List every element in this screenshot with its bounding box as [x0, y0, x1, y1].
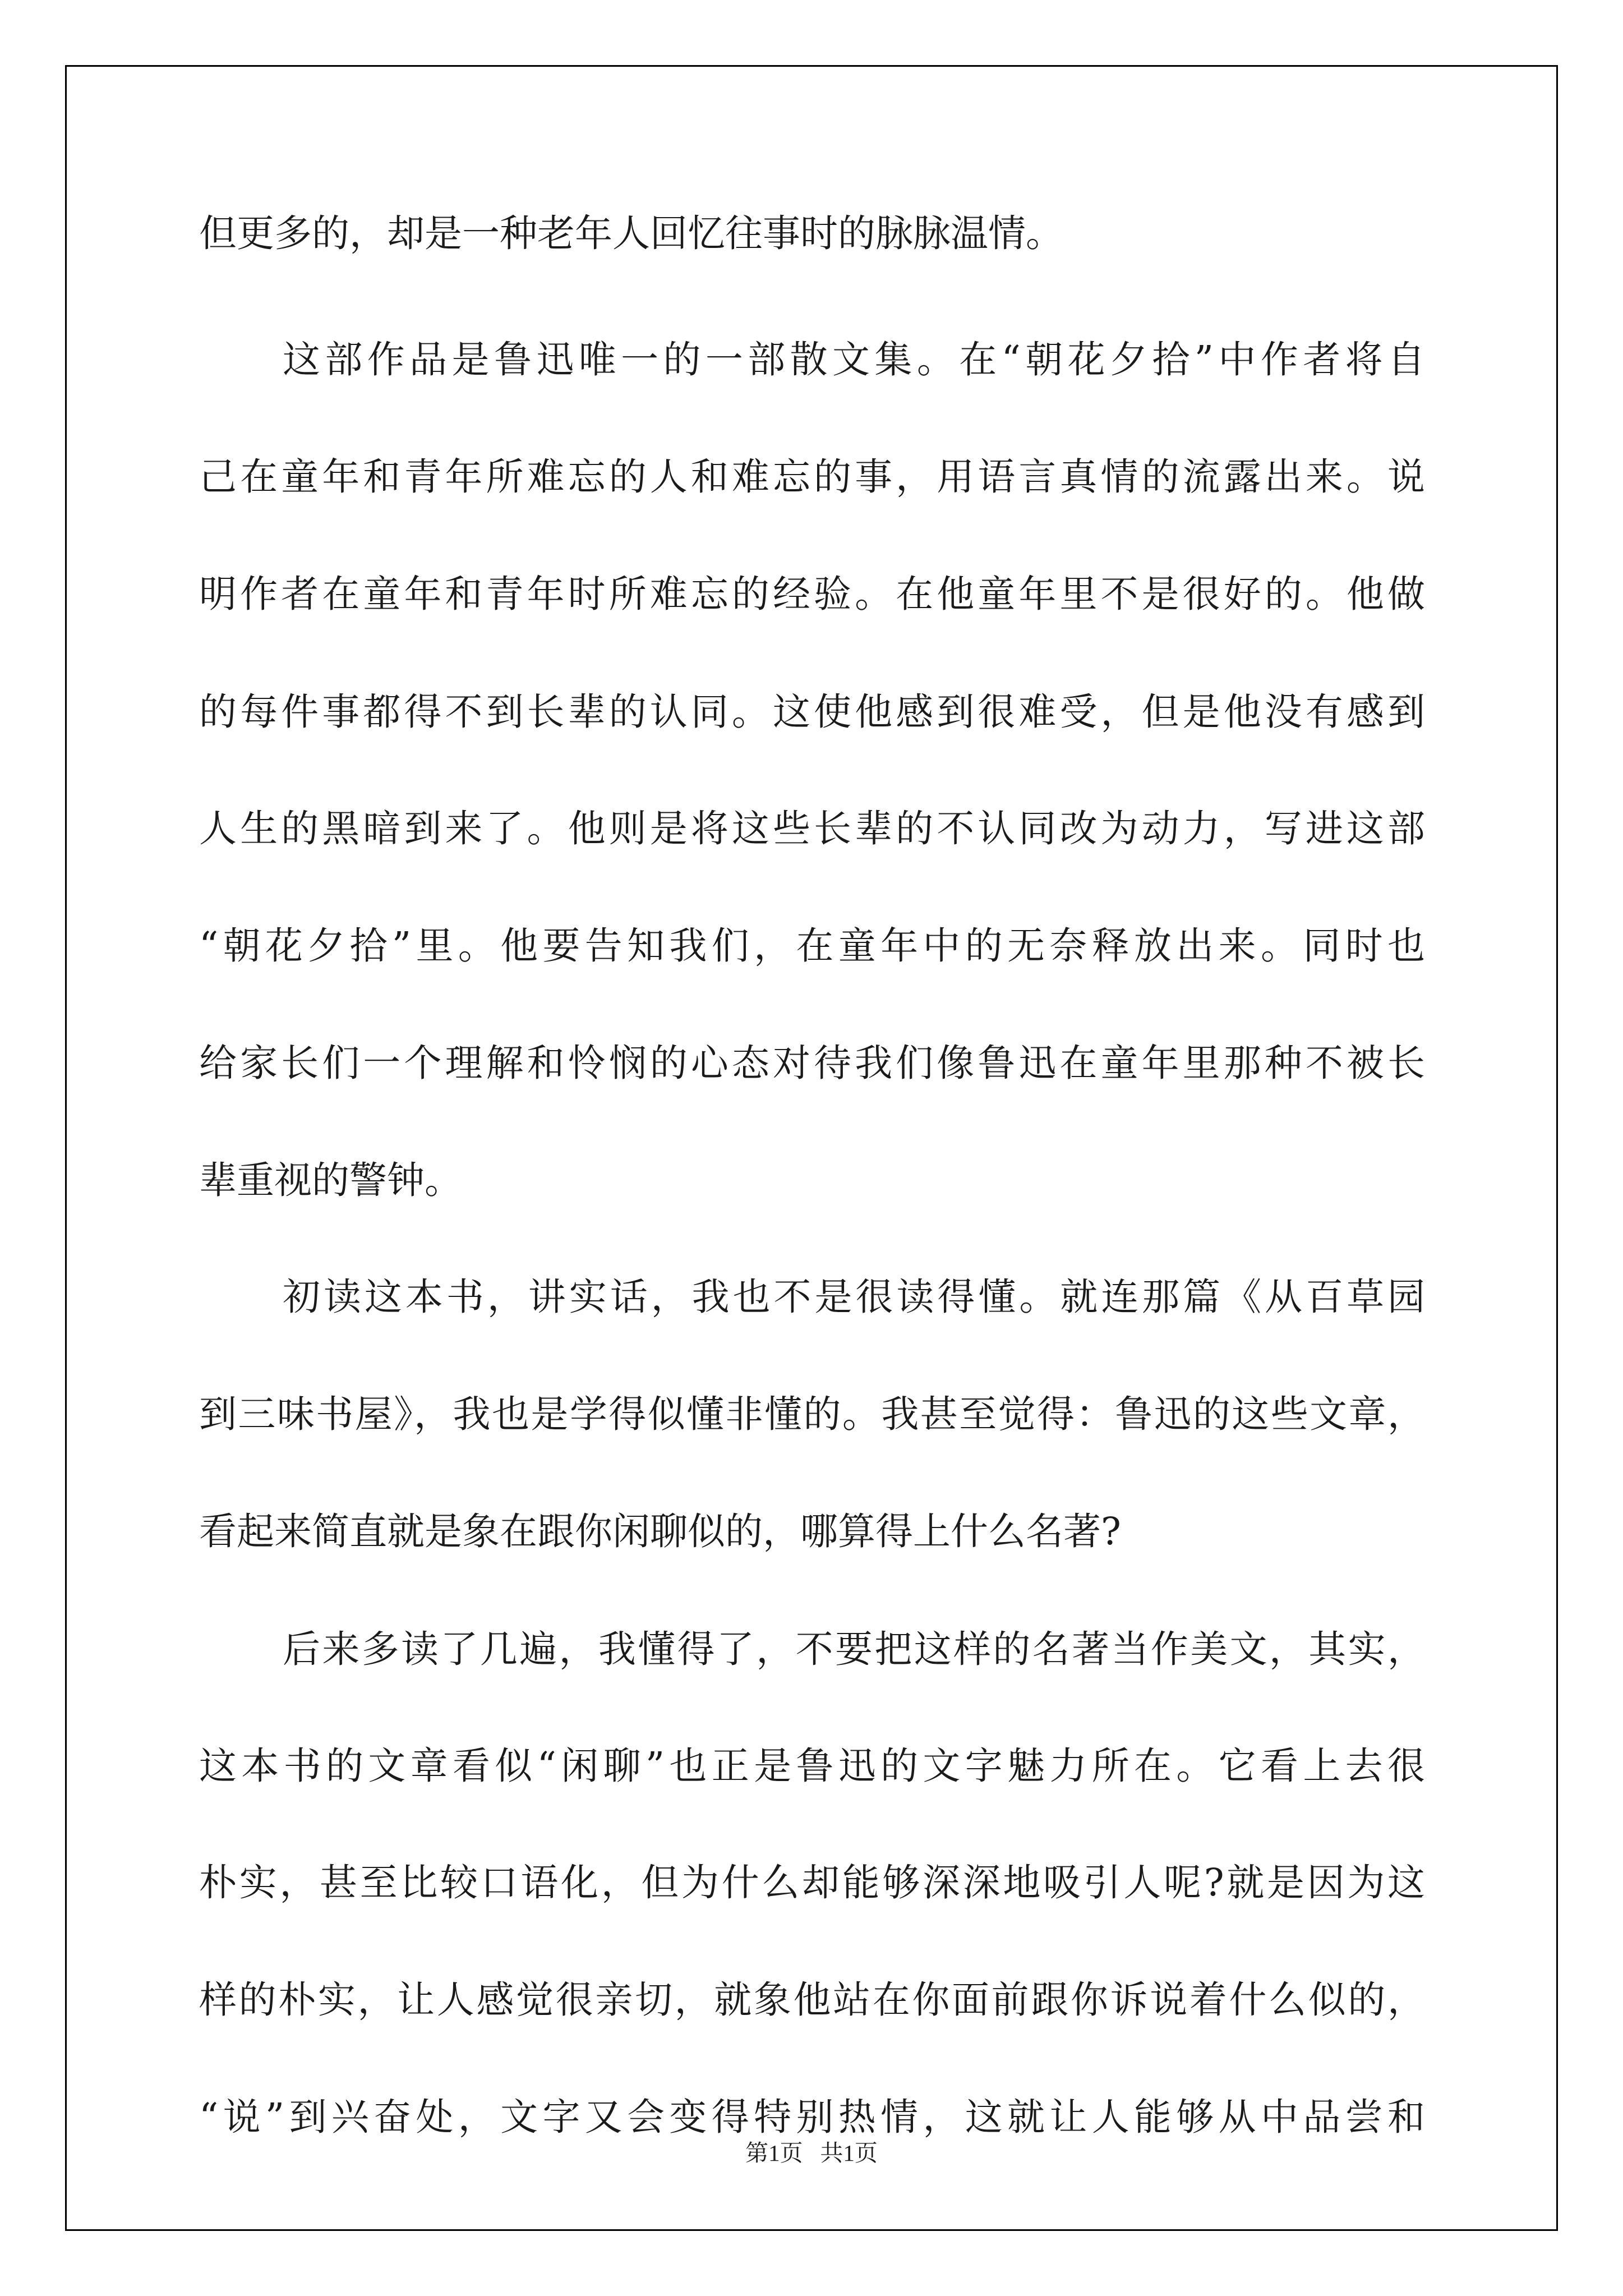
- paragraph-2-line-6: “朝花夕拾”里。他要告知我们，在童年中的无奈释放出来。同时也: [199, 924, 1425, 968]
- paragraph-4-line-2: 这本书的文章看似“闲聊”也正是鲁迅的文字魅力所在。它看上去很: [199, 1744, 1425, 1788]
- paragraph-2-line-1: 这部作品是鲁迅唯一的一部散文集。在“朝花夕拾”中作者将自: [283, 338, 1425, 381]
- paragraph-4-line-1: 后来多读了几遍，我懂得了，不要把这样的名著当作美文，其实，: [283, 1627, 1425, 1671]
- paragraph-3-line-1: 初读这本书，讲实话，我也不是很读得懂。就连那篇《从百草园: [283, 1275, 1425, 1319]
- paragraph-4-line-3: 朴实，甚至比较口语化，但为什么却能够深深地吸引人呢?就是因为这: [199, 1861, 1425, 1904]
- paragraph-4-line-4: 样的朴实，让人感觉很亲切，就象他站在你面前跟你诉说着什么似的，: [199, 1978, 1425, 2022]
- paragraph-2-line-7: 给家长们一个理解和怜悯的心态对待我们像鲁迅在童年里那种不被长: [199, 1041, 1425, 1085]
- paragraph-2-line-8: 辈重视的警钟。: [199, 1158, 462, 1202]
- page-number-footer: 第1页 共1页: [745, 2140, 878, 2166]
- paragraph-3-line-3: 看起来简直就是象在跟你闲聊似的，哪算得上什么名著?: [199, 1510, 1121, 1553]
- paragraph-2-line-4: 的每件事都得不到长辈的认同。这使他感到很难受，但是他没有感到: [199, 690, 1425, 734]
- paragraph-2-line-3: 明作者在童年和青年时所难忘的经验。在他童年里不是很好的。他做: [199, 572, 1425, 616]
- paragraph-3-line-2: 到三味书屋》，我也是学得似懂非懂的。我甚至觉得：鲁迅的这些文章，: [199, 1392, 1425, 1436]
- text-line-1: 但更多的，却是一种老年人回忆往事时的脉脉温情。: [199, 211, 1063, 255]
- paragraph-2-line-5: 人生的黑暗到来了。他则是将这些长辈的不认同改为动力，写进这部: [199, 807, 1425, 850]
- paragraph-4-line-5: “说”到兴奋处，文字又会变得特别热情，这就让人能够从中品尝和: [199, 2095, 1425, 2139]
- paragraph-2-line-2: 己在童年和青年所难忘的人和难忘的事，用语言真情的流露出来。说: [199, 455, 1425, 499]
